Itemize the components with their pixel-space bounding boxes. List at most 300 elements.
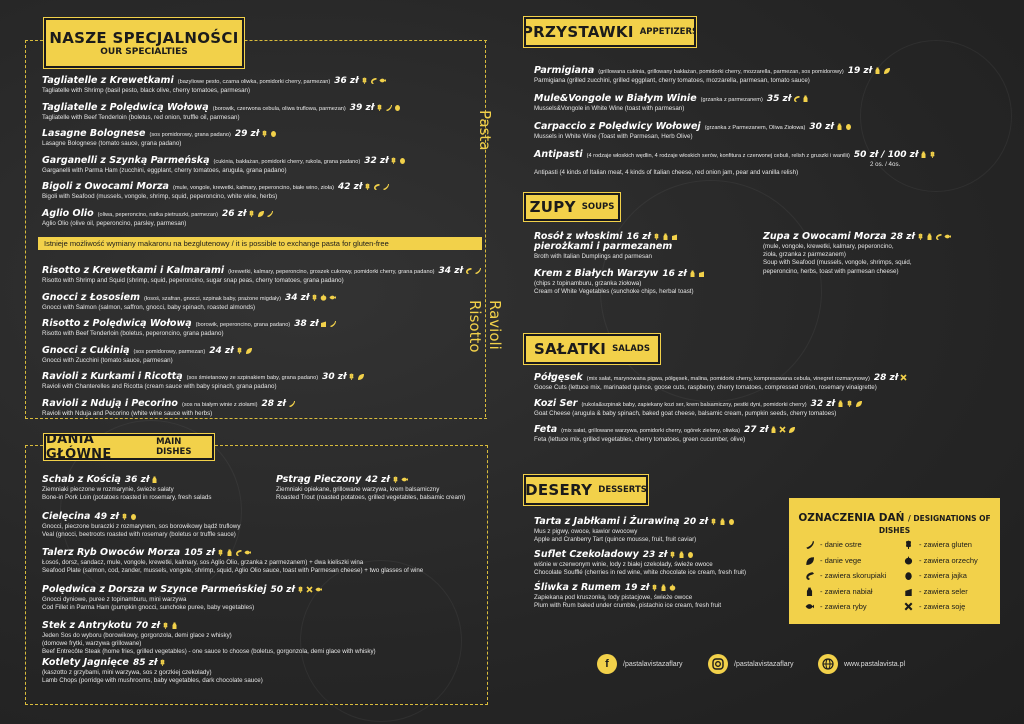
milk-icon (836, 123, 843, 130)
menu-item-price: 50 zł (270, 584, 295, 595)
menu-item (42, 475, 211, 501)
instagram-icon (708, 654, 728, 674)
menu-item (42, 182, 389, 200)
menu-item-name: Gnocci z Cukinią (42, 344, 130, 356)
menu-item-price: 42 zł (365, 475, 390, 485)
legend-row (902, 571, 967, 580)
legend-label: - zawiera ryby (820, 602, 867, 611)
menu-item-desc: (grillowana cukinia, grillowany bakłażan, pomidorki cherry, mozzarella, parmezan, sos pomidorowy) (598, 69, 844, 75)
milk-icon (689, 270, 696, 277)
chili-icon (288, 400, 295, 407)
menu-item-name: Risotto z Polędwicą Wołową (42, 318, 192, 329)
soups-subtitle: SOUPS (581, 202, 615, 212)
menu-item-line (42, 512, 240, 522)
salads-subtitle: SALADS (612, 344, 650, 354)
menu-item-line (42, 621, 376, 631)
soy-icon (900, 374, 907, 381)
legend-row (902, 556, 978, 565)
wheat-icon (261, 130, 268, 137)
menu-item-price: 70 zł (135, 621, 160, 631)
menu-item-line (42, 209, 273, 219)
risotto-label: Risotto (466, 300, 484, 353)
menu-item-price: 32 zł (364, 155, 389, 166)
menu-item-price: 29 zł (234, 129, 260, 139)
menu-item-english: Plum with Rum baked under crumble, pistachio ice cream, fresh fruit (534, 602, 722, 610)
wheat-icon (159, 659, 166, 666)
mains-title: DANIA GŁÓWNE (46, 432, 112, 462)
menu-item-line (42, 156, 406, 166)
legend-label: - zawiera seler (919, 586, 968, 596)
mains-subtitle: MAIN DISHES (156, 437, 192, 457)
milk-icon (770, 426, 777, 433)
ravioli-label: Ravioli (486, 300, 504, 350)
wheat-icon (348, 373, 355, 380)
menu-item-english: Ravioli with Chanterelles and Ricotta (cream sauce with baby spinach, grana padano) (42, 383, 277, 390)
milk-icon (151, 476, 158, 483)
menu-item-line (276, 475, 465, 485)
specialties-frame-right (485, 40, 486, 417)
legend-label: - zawiera jajka (919, 571, 967, 580)
shrimp-icon (793, 95, 800, 102)
menu-item-english: Chocolate Soufflé (cherries in red wine, white chocolate ice cream, fresh fruit) (534, 569, 747, 577)
menu-item-english: Mussels in White Wine (Toast with Parmesan, Herb Olive) (534, 133, 693, 140)
menu-item-name: Pstrąg Pieczony (276, 474, 362, 485)
menu-item-line (42, 372, 364, 382)
appetizers-subtitle: APPETIZERS (639, 27, 699, 37)
menu-item (42, 209, 273, 227)
milk-icon (805, 587, 814, 596)
menu-item-desc: (mix sałat, marynowana pigwa, półgęsek, malina, pomidorki cherry, kompresowana cebula, vinegret rozmarynowy) (586, 376, 870, 382)
menu-item (42, 103, 401, 121)
menu-item-name: Bigoli z Owocami Morza (42, 181, 169, 192)
menu-item-name: Suflet Czekoladowy (534, 549, 639, 560)
menu-item-line (42, 346, 252, 356)
menu-item-name: Krem z Białych Warzyw (534, 268, 659, 279)
menu-item-english: Roasted Trout (roasted potatoes, grilled vegetables, balsamic cream) (276, 494, 466, 502)
milk-icon (920, 151, 927, 158)
menu-item-desc: (sos na białym winie z ziołami) (181, 401, 258, 408)
menu-item-price: 19 zł (624, 583, 650, 593)
menu-item-desc: (rukola&szpinak baby, zapiekany kozi ser, krem balsamiczny, pestki dyni, pomidorki cherry) (581, 402, 807, 408)
legend-row (803, 540, 862, 549)
menu-item-desc: Zapiekana pod kruszonką, lody pistacjowe, świeże owoce (534, 594, 693, 601)
egg-icon (399, 157, 406, 164)
menu-item-price: 23 zł (642, 550, 668, 560)
menu-item-line (534, 425, 795, 435)
legend-row (803, 602, 867, 611)
menu-item-line (534, 399, 862, 409)
leaf-icon (788, 426, 795, 433)
globe-icon (818, 654, 838, 674)
legend-label: - danie ostre (820, 540, 862, 549)
menu-item-line (42, 293, 336, 303)
mains-banner (44, 434, 214, 460)
menu-item-price: 36 zł (334, 76, 359, 86)
menu-item-price: 20 zł (683, 517, 708, 527)
menu-item-english: Soup with Seafood (mussels, vongole, shrimps, squid, (763, 259, 912, 267)
wheat-icon (248, 210, 255, 217)
specialties-title: NASZE SPECJALNOŚCI (49, 29, 239, 47)
milk-icon (171, 622, 178, 629)
menu-item-line (42, 475, 211, 485)
leaf-icon (245, 347, 252, 354)
menu-item-english: Goose Cuts (lettuce mix, marinated quince, goose cuts, raspberry, cherry tomatoes, compressed onion, rosemary vinaigrette) (534, 384, 877, 391)
menu-item-name: Cielęcina (42, 510, 91, 522)
menu-item-price: 34 zł (285, 292, 310, 303)
menu-item-price: 35 zł (766, 94, 792, 104)
menu-item-line (42, 399, 295, 409)
menu-item-desc: Mus z pigwy, owoce, kawior owocowy (534, 528, 638, 535)
specialties-banner (44, 18, 244, 68)
wheat-icon (392, 476, 399, 483)
menu-item-name: Ravioli z Ndują i Pecorino (42, 397, 178, 409)
menu-item-desc: Ziemniaki pieczone w rozmarynie, świeże sałaty (42, 486, 174, 493)
wheat-icon (651, 584, 658, 591)
menu-item-line (42, 182, 389, 192)
menu-item-price: 49 zł (94, 511, 119, 522)
menu-item-line (42, 585, 322, 595)
menu-item-desc: (kaszotto z grzybami, mini warzywa, sos z gorzkiej czekolady) (42, 668, 212, 676)
legend-label: - zawiera nabiał (820, 586, 873, 596)
menu-item-price: 42 zł (337, 182, 363, 192)
menu-item-name: Rosół z włoskimi (534, 231, 623, 242)
gluten-free-note: Istnieje możliwość wymiany makaronu na bezglutenowy / it is possible to exchange pasta for gluten-free (38, 237, 482, 250)
menu-item-name: Talerz Ryb Owoców Morza (42, 547, 181, 558)
menu-item-english: Bigoli with Seafood (mussels, vongole, shrimp, squid, peperoncino, white wine, herbs) (42, 193, 278, 200)
milk-icon (719, 518, 726, 525)
menu-item-name: Parmigiana (534, 65, 595, 76)
wheat-icon (217, 549, 224, 556)
menu-item-price: 30 zł (322, 372, 347, 382)
menu-item-line (42, 266, 481, 276)
chili-icon (805, 540, 814, 549)
menu-item-price: 32 zł (810, 399, 835, 409)
legend-row (803, 587, 873, 596)
menu-item-desc: Gnocci dyniowe, puree z topinamburu, mini warzywa (42, 595, 187, 603)
milk-icon (678, 551, 685, 558)
wheat-icon (917, 233, 924, 240)
wheat-icon (361, 77, 368, 84)
menu-item-name: Schab z Kością (42, 474, 121, 485)
menu-item-line (534, 517, 735, 527)
chili-icon (329, 320, 336, 327)
menu-item-price: 26 zł (221, 208, 247, 219)
menu-item (276, 475, 465, 501)
menu-item (42, 372, 364, 390)
cheese-icon (698, 270, 705, 277)
menu-item-desc: (cukinia, bakłażan, pomidorki cherry, rukola, grana padano) (213, 158, 361, 165)
chili-icon (266, 210, 273, 217)
fish-icon (329, 294, 336, 301)
menu-item-line (42, 129, 277, 139)
soy-icon (779, 426, 786, 433)
menu-item-english: Broth with Italian Dumplings and parmesan (534, 252, 652, 260)
appetizers-title: PRZYSTAWKI (521, 23, 634, 41)
menu-item (42, 399, 295, 417)
menu-item (42, 346, 252, 364)
instagram-handle: /pastalavistazaflary (734, 660, 794, 668)
legend-label: - zawiera orzechy (919, 555, 978, 565)
menu-item-name: Garganelli z Szynką Parmeńską (42, 154, 210, 166)
leaf-icon (257, 210, 264, 217)
legend-title (789, 512, 1000, 536)
cheese-icon (904, 587, 913, 596)
menu-item-price: 16 zł (662, 269, 687, 279)
chili-icon (382, 183, 389, 190)
menu-item-english: Mussels&Vongole in White Wine (toast with parmesan) (534, 105, 685, 112)
menu-item-line (534, 373, 907, 383)
egg-icon (904, 571, 913, 580)
fish-icon (401, 476, 408, 483)
menu-item-english: Apple and Cranberry Tart (quince mousse, fruit, fruit caviar) (534, 536, 697, 544)
menu-item (42, 76, 386, 94)
legend-row (803, 571, 886, 580)
menu-item-line (534, 150, 936, 160)
menu-item-desc: (mule, vongole, krewetki, kalmary, peperoncino, białe wino, zioła) (172, 185, 334, 191)
menu-item-english: Seafood Plate (salmon, cod, zander, mussels, vongole, shrimp, squid, Aglio Olio sauce, toast with Parmesan cheese) + two glasses of wine (42, 567, 424, 575)
menu-item-desc: (łosoś, szafran, gnocci, szpinak baby, prażone migdały) (143, 295, 281, 302)
milk-icon (660, 584, 667, 591)
menu-item-line (42, 548, 423, 558)
menu-item-portion: 2 os. / 4os. (869, 161, 901, 168)
legend-title-sub: / DESIGNATIONS OF DISHES (878, 514, 991, 535)
pasta-label: Pasta (476, 110, 494, 151)
milk-icon (662, 233, 669, 240)
menu-item-desc: (borowik, czerwona cebula, oliwa truflowa, parmezan) (212, 105, 346, 112)
menu-item-desc: (oliwa, peperoncino, natka pietruszki, parmezan) (97, 211, 218, 218)
menu-item-name: Tarta z Jabłkami i Żurawiną (534, 516, 680, 527)
menu-item-name: Ravioli z Kurkami i Ricottą (42, 371, 183, 382)
menu-item-name: Antipasti (534, 149, 583, 160)
menu-item-desc: (bazyliowe pesto, czarna oliwka, pomidorki cherry, parmezan) (177, 79, 331, 85)
website-link[interactable] (818, 654, 905, 674)
menu-item-desc: (grzanka z parmezanem) (700, 97, 763, 103)
menu-item-english: Beef Entrecôte Steak (home fries, grilled vegetables) - one sauce to choose (boletus, gorgonzola, demi glace with whisky) (42, 648, 376, 656)
chili-icon (474, 267, 481, 274)
menu-item (534, 517, 735, 543)
menu-item (42, 658, 263, 684)
menu-item-english: Parmigiana (grilled zucchini, grilled eggplant, cherry tomatoes, mozzarella, parmesan, tomato sauce) (534, 77, 810, 84)
menu-item (42, 266, 481, 284)
menu-item-name: Mule&Vongole w Białym Winie (534, 93, 697, 104)
wheat-icon (390, 157, 397, 164)
menu-item-english: Gnocci with Salmon (salmon, saffron, gnocci, baby spinach, roasted almonds) (42, 303, 256, 311)
nut-icon (904, 556, 913, 565)
menu-item-name: Śliwka z Rumem (534, 582, 621, 593)
wheat-icon (236, 347, 243, 354)
menu-item-line (42, 319, 336, 329)
menu-item-english: Cream of White Vegetables (sunchoke chips, herbal toast) (534, 288, 694, 296)
menu-item-english: Bone-in Pork Loin (potatoes roasted in rosemary, fresh salads (42, 494, 212, 502)
menu-item (534, 583, 721, 609)
menu-item-english: Aglio Olio (olive oil, peperoncino, parsley, parmesan) (42, 219, 187, 227)
menu-item-price: 27 zł (744, 425, 769, 435)
legend-box (789, 498, 1000, 624)
desserts-subtitle: DESSERTS (598, 485, 647, 495)
menu-item-name: Aglio Olio (42, 207, 94, 219)
menu-item (534, 425, 795, 443)
menu-item-line (534, 66, 890, 76)
nut-icon (320, 294, 327, 301)
menu-item-desc: Łosoś, dorsz, sandacz, mule, vongole, krewetki, kalmary, sos Aglio Olio, grzanka z parmezanem) + dwa kieliszki wina (42, 559, 364, 566)
shrimp-icon (370, 77, 377, 84)
menu-item-line (534, 550, 746, 560)
facebook-link[interactable] (597, 654, 683, 674)
desserts-title: DESERY (525, 481, 593, 499)
legend-label: - zawiera gluten (919, 540, 972, 549)
soy-icon (306, 586, 313, 593)
fish-icon (805, 602, 814, 611)
menu-item (534, 94, 809, 112)
menu-item (42, 512, 240, 538)
menu-item (42, 621, 376, 656)
menu-item-name: Feta (534, 424, 558, 435)
menu-item (42, 156, 406, 174)
wheat-icon (121, 513, 128, 520)
menu-item-english: Garganelli with Parma Ham (zucchini, eggplant, cherry tomatoes, arugula, grana padano) (42, 166, 287, 174)
menu-item-name: Carpaccio z Polędwicy Wołowej (534, 121, 701, 132)
menu-item-price: 50 zł / 100 zł (853, 150, 919, 160)
menu-item-name: Zupa z Owocami Morza (763, 231, 887, 242)
menu-item-desc: (domowe frytki, warzywa grillowane) (42, 640, 142, 648)
milk-icon (837, 400, 844, 407)
menu-item-name: Kotlety Jagnięce (42, 656, 129, 668)
menu-item-desc: wiśnie w czerwonym winie, lody z białej czekolady, świeże owoce (534, 561, 713, 568)
egg-icon (394, 104, 401, 111)
menu-item (763, 232, 951, 275)
legend-title-main: OZNACZENIA DAŃ (798, 512, 905, 524)
menu-item-desc: (borowik, peperoncino, grana padano) (195, 322, 291, 328)
menu-item (42, 585, 322, 611)
chili-icon (385, 104, 392, 111)
menu-item (42, 319, 336, 337)
menu-item-name: Tagliatelle z Polędwicą Wołową (42, 101, 209, 113)
egg-icon (130, 513, 137, 520)
egg-icon (270, 130, 277, 137)
fish-icon (944, 233, 951, 240)
menu-item-desc: (4 rodzaje włoskich wędlin, 4 rodzaje włoskich serów, konfitura z czerwonej cebuli, relish z gruszki i wanilii) (586, 153, 850, 159)
menu-item (534, 150, 936, 176)
menu-item-sub: Jeden Sos do wyboru (borowikowy, gorgonzola, demi glace z whisky) (42, 632, 232, 639)
menu-item-price: 36 zł (124, 475, 150, 485)
menu-item-english: Feta (lettuce mix, grilled vegetables, cherry tomatoes, green cucumber, olive) (534, 436, 746, 443)
menu-item-name: Risotto z Krewetkami i Kalmarami (42, 265, 225, 276)
wheat-icon (904, 540, 913, 549)
menu-item-desc: Ziemniaki opiekane, grillowane warzywa, krem balsamiczny (276, 486, 440, 493)
legend-row (902, 540, 972, 549)
shrimp-icon (935, 233, 942, 240)
shrimp-icon (235, 549, 242, 556)
egg-icon (845, 123, 852, 130)
menu-item-price: 38 zł (294, 319, 319, 329)
menu-item-english: Tagliatelle with Shrimp (basil pesto, black olive, cherry tomatoes, parmesan) (42, 87, 251, 94)
menu-item-english: Antipasti (4 kinds of Italian meat, 4 kinds of Italian cheese, red onion jam, pear and vanilla relish) (534, 169, 799, 177)
menu-item-price: 30 zł (809, 122, 834, 132)
menu-item-line (534, 94, 809, 104)
menu-item-price: 105 zł (184, 548, 215, 558)
wheat-icon (376, 104, 383, 111)
menu-item-name-2: pierożkami i parmezanem (534, 241, 673, 252)
egg-icon (687, 551, 694, 558)
menu-item (42, 548, 423, 574)
menu-item-english: Tagliatelle with Beef Tenderloin (boletus, red onion, truffle oil, parmesan) (42, 113, 240, 121)
specialties-subtitle: OUR SPECIALTIES (100, 47, 188, 57)
salads-title: SAŁATKI (534, 340, 607, 358)
menu-item-english-2: peperoncino, herbs, toast with parmesan cheese) (763, 267, 899, 275)
wheat-icon (162, 622, 169, 629)
milk-icon (874, 67, 881, 74)
menu-item-english: Lasagne Bolognese (tomato sauce, grana padano) (42, 140, 182, 147)
menu-item-english: Veal (gnocci, beetroots roasted with rosemary (boletus or truffle sauce) (42, 530, 236, 538)
menu-item-english: Goat Cheese (arugula & baby spinach, baked goat cheese, balsamic cream, pumpkin seeds, cherry tomatoes) (534, 410, 837, 417)
legend-row (803, 556, 861, 565)
egg-icon (728, 518, 735, 525)
menu-item-english: Lamb Chops (porridge with mushrooms, baby vegetables, dark chocolate sauce) (42, 676, 263, 684)
menu-item-line (42, 103, 401, 113)
milk-icon (802, 95, 809, 102)
leaf-icon (855, 400, 862, 407)
shrimp-icon (465, 267, 472, 274)
menu-item-english: Cod Fillet in Parma Ham (pumpkin gnocci, sunchoke puree, baby vegetables) (42, 603, 255, 611)
menu-item-english: Risotto with Beef Tenderloin (boletus, peperoncino, grana padano) (42, 330, 224, 337)
menu-item (534, 550, 746, 576)
menu-item-english: Ravioli with Nduja and Pecorino (white wine sauce with herbs) (42, 409, 213, 417)
milk-icon (926, 233, 933, 240)
menu-item-line (42, 658, 263, 668)
wheat-icon (653, 233, 660, 240)
nut-icon (669, 584, 676, 591)
cheese-icon (671, 233, 678, 240)
menu-item-price: 28 zł (890, 232, 915, 242)
menu-item-name: Polędwica z Dorsza w Szynce Parmeńskiej (42, 583, 267, 595)
menu-item-price: 28 zł (261, 398, 286, 409)
website-url: www.pastalavista.pl (844, 660, 906, 668)
milk-icon (226, 549, 233, 556)
facebook-icon: f (597, 654, 617, 674)
menu-item-desc: Gnocci, pieczone buraczki z rozmarynem, sos borowikowy bądź truflowy (42, 522, 241, 530)
salads-banner (524, 334, 660, 364)
instagram-link[interactable] (708, 654, 794, 674)
menu-item-name: Stek z Antrykotu (42, 620, 132, 631)
menu-item-desc: (krewetki, kalmary, peperoncino, groszek cukrowy, pomidorki cherry, grana padano) (228, 269, 435, 275)
menu-item-price: 16 zł (626, 232, 651, 242)
menu-item-price: 19 zł (847, 66, 873, 76)
menu-item-desc: (mule, vongole, krewetki, kalmary, peperoncino, (763, 243, 894, 250)
wheat-icon (311, 294, 318, 301)
desserts-banner (524, 475, 648, 505)
legend-label: - danie vege (820, 555, 862, 565)
menu-item-name: Kozi Ser (534, 398, 578, 409)
menu-item-english: Gnocci with Zucchini (tomato sauce, parmesan) (42, 356, 173, 364)
wheat-icon (710, 518, 717, 525)
shrimp-icon (805, 571, 814, 580)
menu-item (534, 122, 852, 140)
menu-item-desc: (sos śmietanowy ze szpinakiem baby, grana padano) (186, 375, 319, 381)
menu-item-desc: (chips z topinamburu, grzanka ziołowa) (534, 280, 642, 287)
menu-item-name: Tagliatelle z Krewetkami (42, 75, 174, 86)
menu-item (534, 66, 890, 84)
menu-item-line (534, 122, 852, 132)
menu-item-price: 28 zł (873, 373, 899, 383)
menu-item-desc-2: zioła, grzanka z parmezanem) (763, 251, 846, 259)
menu-item (534, 269, 705, 295)
legend-label: - zawiera skorupiaki (820, 571, 887, 580)
leaf-icon (883, 67, 890, 74)
menu-item-name: Gnocci z Łososiem (42, 291, 140, 303)
legend-row (902, 602, 965, 611)
menu-item (534, 399, 862, 417)
shrimp-icon (373, 183, 380, 190)
